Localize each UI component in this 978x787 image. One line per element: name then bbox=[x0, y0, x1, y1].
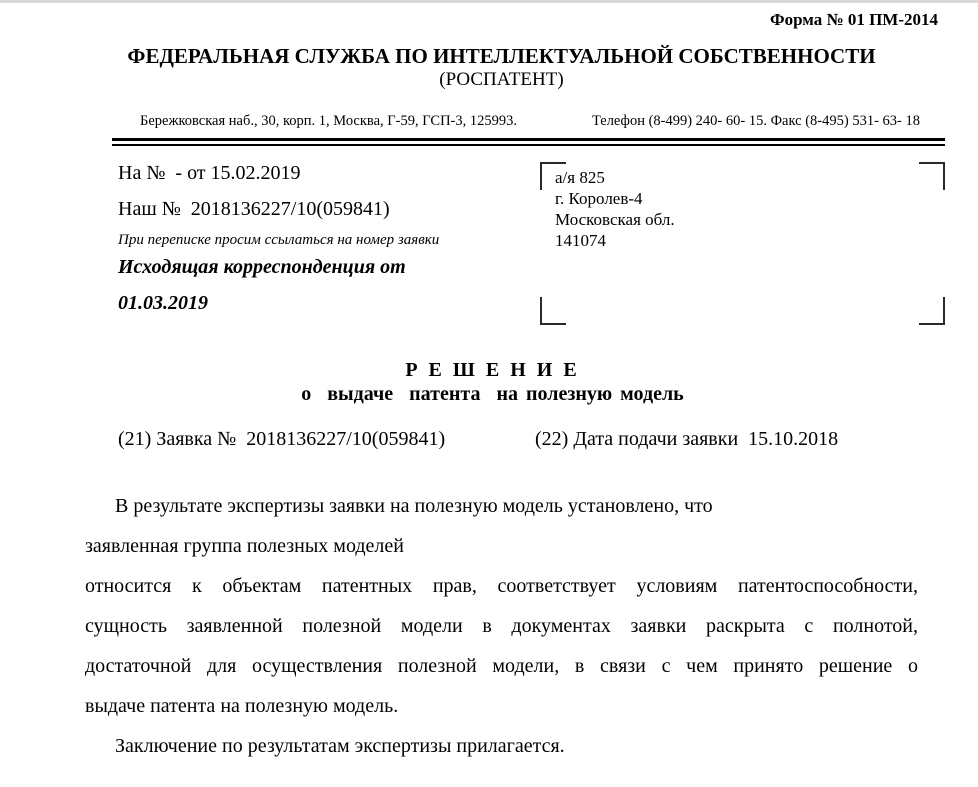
agency-address: Бережковская наб., 30, корп. 1, Москва, Г-59, ГСП-3, 125993. bbox=[140, 113, 518, 129]
our-ref-line: Наш № 2018136227/10(059841) bbox=[118, 198, 390, 220]
contact-line bbox=[140, 113, 920, 130]
recipient-address-line: а/я 825 bbox=[555, 168, 605, 187]
body-text-line: сущность заявленной полезной модели в документах заявки раскрыта с полнотой, bbox=[85, 615, 918, 637]
outgoing-correspondence-label: Исходящая корреспонденция от bbox=[118, 256, 406, 278]
recipient-address-text bbox=[540, 162, 945, 251]
agency-phone-fax: Телефон (8-499) 240- 60- 15. Факс (8-495) 531- 63- 18 bbox=[591, 113, 920, 129]
body-text-line: заявленная группа полезных моделей bbox=[85, 535, 404, 557]
window-top-edge bbox=[0, 0, 978, 3]
decision-title: Р Е Ш Е Н И Е bbox=[405, 359, 580, 381]
recipient-address-line: 141074 bbox=[555, 231, 606, 250]
correspondence-note: При переписке просим ссылаться на номер заявки bbox=[118, 232, 440, 248]
corner-mark-top-left-icon bbox=[540, 162, 566, 190]
agency-short-title: (РОСПАТЕНТ) bbox=[439, 69, 564, 90]
body-text-line: В результате экспертизы заявки на полезную модель установлено, что bbox=[115, 495, 713, 517]
decision-heading bbox=[85, 358, 900, 406]
form-number-label: Форма № 01 ПМ-2014 bbox=[769, 10, 938, 29]
corner-mark-bottom-right-icon bbox=[919, 297, 945, 325]
header-divider bbox=[112, 138, 945, 146]
decision-body bbox=[85, 486, 918, 766]
body-text-line: достаточной для осуществления полезной модели, в связи с чем принято решение о bbox=[85, 655, 918, 677]
corner-mark-top-right-icon bbox=[919, 162, 945, 190]
recipient-address-block bbox=[540, 162, 945, 325]
incoming-ref-line: На № - от 15.02.2019 bbox=[118, 162, 301, 184]
body-text-line: выдаче патента на полезную модель. bbox=[85, 695, 399, 717]
recipient-address-line: г. Королев-4 bbox=[555, 189, 643, 208]
recipient-address-line: Московская обл. bbox=[555, 210, 675, 229]
letterhead bbox=[85, 44, 918, 91]
application-number-field: (21) Заявка № 2018136227/10(059841) bbox=[118, 428, 446, 450]
outgoing-correspondence-date: 01.03.2019 bbox=[118, 292, 208, 314]
corner-mark-bottom-left-icon bbox=[540, 297, 566, 325]
decision-subtitle: о выдаче патента на полезную модель bbox=[301, 383, 684, 405]
body-text-line: Заключение по результатам экспертизы прилагается. bbox=[115, 735, 565, 757]
body-text-line: относится к объектам патентных прав, соответствует условиям патентоспособности, bbox=[85, 575, 918, 597]
agency-name-title: ФЕДЕРАЛЬНАЯ СЛУЖБА ПО ИНТЕЛЛЕКТУАЛЬНОЙ СОБСТВЕННОСТИ bbox=[127, 44, 876, 68]
filing-date-field: (22) Дата подачи заявки 15.10.2018 bbox=[535, 428, 839, 450]
